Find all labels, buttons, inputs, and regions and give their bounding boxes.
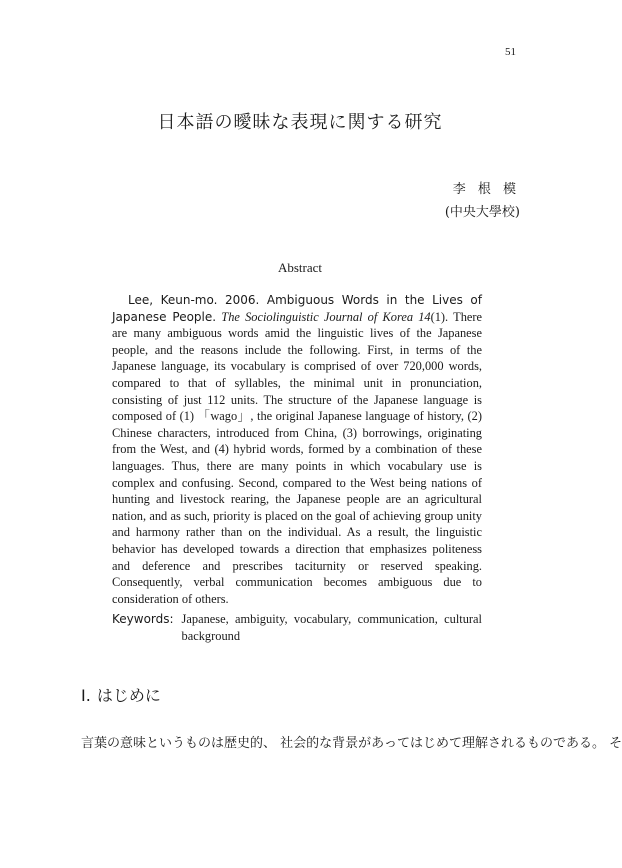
abstract-text: There are many ambiguous words amid the linguistic lives of the Japanese people, and the reasons include the following. First, in terms of the Japanese language, its vocabulary is comprised of over 720,000 words, compared to that of syllables, the minimal unit in pronunciation, consisting of just 112 units. The structure of the Japanese language is composed of (1) 「wago」, the original Japanese language of history, (2) Chinese characters, introduced from China, (3) borrowings, originating from the West, and (4) hybrid words, formed by a combination of these languages. Thus, there are many points in which vocabulary use is complex and confusing. Second, compared to the West being nations of hunting and livestock rearing, the Japanese people are an agricultural nation, and as such, priority is placed on the goal of achieving group unity and harmony rather than on the individual. As a result, the linguistic behavior has developed towards a direction that emphasizes politeness and deference and prescribes taciturnity or reserved speaking. Consequently, verbal communication becomes ambiguous due to consideration of others. (112, 309, 483, 606)
author-name: 李 根 模 (452, 182, 520, 197)
abstract-citation-authors: Lee, Keun-mo. 2006. Ambiguous Words in the Lives of Japanese People. (112, 293, 482, 324)
abstract-body (112, 292, 482, 607)
body-paragraph: 言葉の意味というものは歴史的、 社会的な背景があってはじめて理解されるものである。 そ (81, 736, 622, 751)
abstract-issue: (1). (430, 309, 449, 324)
abstract-journal: The Sociolinguistic Journal of Korea 14 (221, 309, 431, 324)
keywords-label: Keywords: (112, 612, 174, 626)
abstract-heading: Abstract (277, 260, 323, 275)
page-number: 51 (505, 46, 516, 58)
section-heading (81, 683, 161, 706)
keywords-text: Japanese, ambiguity, vocabulary, communication, cultural background (181, 612, 482, 643)
paper-title: 日本語の曖昧な表現に関する研究 (157, 112, 443, 133)
section-title: はじめに (96, 686, 161, 705)
keywords (112, 611, 482, 645)
section-number: Ⅰ. (81, 686, 91, 705)
author-affiliation: (中央大學校) (444, 205, 520, 220)
